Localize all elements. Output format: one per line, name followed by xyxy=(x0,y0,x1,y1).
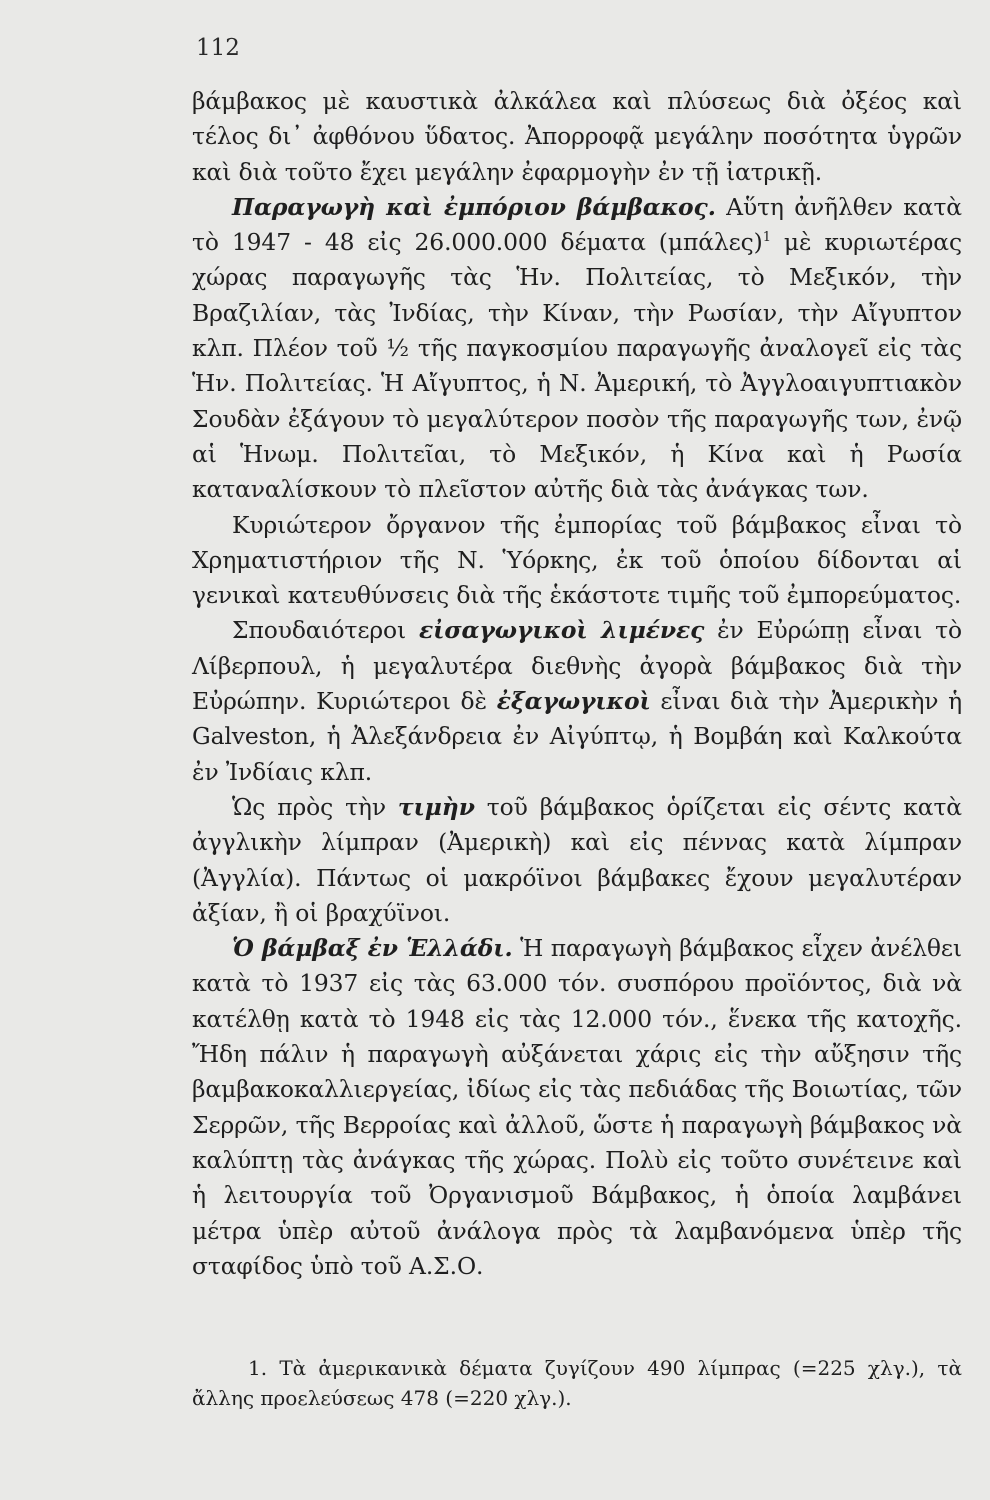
section-heading-greece: Ὁ βάμβαξ ἐν Ἑλλάδι. xyxy=(232,934,513,963)
paragraph-text: μὲ κυριωτέρας χώρας παραγωγῆς τὰς Ἡν. Πολιτείας, τὸ Μεξικόν, τὴν Βραζιλίαν, τὰς Ἰνδίας, τὴν Κίναν, τὴν Ρωσίαν, τὴν Αἴγυπτον κλπ. Πλέον τοῦ ½ τῆς παγκοσμίου παραγωγῆς ἀναλογεῖ εἰς τὰς Ἡν. Πολιτείας. Ἡ Αἴγυπτος, ἡ Ν. Ἀμερική, τὸ Ἀγγλοαιγυπτιακὸν Σουδὰν ἐξάγουν τὸ μεγαλύτερον ποσὸν τῆς παραγωγῆς των, ἐνῷ αἱ Ἡνωμ. Πολιτεῖαι, τὸ Μεξικόν, ἡ Κίνα καὶ ἡ Ρωσία καταναλίσκουν τὸ πλεῖστον αὐτῆς διὰ τὰς ἀνάγκας των. xyxy=(192,228,962,504)
footnote-marker: 1 xyxy=(762,230,771,246)
emphasis-export: ἐξαγωγικοὶ xyxy=(496,687,651,716)
body-text xyxy=(192,84,962,1284)
paragraph-text: ἐν Εὐρώπῃ εἶναι τὸ Λίβερπουλ, ἡ μεγαλυτέρα διεθνὴς ἀγορὰ βάμβακος διὰ τὴν Εὐρώπην. Κυριώτεροι δὲ xyxy=(192,616,962,716)
emphasis-import-ports: εἰσαγωγικοὶ λιμένες xyxy=(418,616,705,645)
paragraph-exchange xyxy=(192,508,962,614)
section-heading-production: Παραγωγὴ καὶ ἐμπόριον βάμβακος. xyxy=(232,192,716,221)
paragraph-text: τοῦ βάμβακος ὁρίζεται εἰς σέντς κατὰ ἀγγλικὴν λίμπραν (Ἀμερικὴ) καὶ εἰς πέννας κατὰ λίμπραν (Ἀγγλία). Πάντως οἱ μακρόϊνοι βάμβακες ἔχουν μεγαλυτέραν ἀξίαν, ἢ οἱ βραχύϊνοι. xyxy=(192,792,962,927)
emphasis-price: τιμὴν xyxy=(397,792,475,821)
footnote: 1. Τὰ ἀμερικανικὰ δέματα ζυγίζουν 490 λίμπρας (=225 χλγ.), τὰ ἄλλης προελεύσεως 478 (=220 χλγ.). xyxy=(192,1356,962,1410)
paragraph-ports xyxy=(192,613,962,789)
paragraph-continuation xyxy=(192,84,962,190)
paragraph-production-trade xyxy=(192,190,962,508)
paragraph-text: Ἡ παραγωγὴ βάμβακος εἶχεν ἀνέλθει κατὰ τὸ 1937 εἰς τὰς 63.000 τόν. συσπόρου προϊόντος, διὰ νὰ κατέλθῃ κατὰ τὸ 1948 εἰς τὰς 12.000 τόν., ἕνεκα τῆς κατοχῆς. Ἤδη πάλιν ἡ παραγωγὴ αὐξάνεται χάρις εἰς τὴν αὔξησιν τῆς βαμβακοκαλλιεργείας, ἰδίως εἰς τὰς πεδιάδας τῆς Βοιωτίας, τῶν Σερρῶν, τῆς Βερροίας καὶ ἀλλοῦ, ὥστε ἡ παραγωγὴ βάμβακος νὰ καλύπτῃ τὰς ἀνάγκας τῆς χώρας. Πολὺ εἰς τοῦτο συνέτεινε καὶ ἡ λειτουργία τοῦ Ὀργανισμοῦ Βάμβακος, ἡ ὁποία λαμβάνει μέτρα ὑπὲρ αὐτοῦ ἀνάλογα πρὸς τὰ λαμβανόμενα ὑπὲρ τῆς σταφίδος ὑπὸ τοῦ Α.Σ.Ο. xyxy=(192,934,963,1280)
paragraph-text: εἶναι διὰ τὴν Ἀμερικὴν ἡ Galveston, ἡ Ἀλεξάνδρεια ἐν Αἰγύπτῳ, ἡ Βομβάη καὶ Καλκούτα ἐν Ἰνδίαις κλπ. xyxy=(192,687,962,786)
paragraph-text: Αὕτη ἀνῆλθεν κατὰ τὸ 1947 - 48 εἰς 26.000.000 δέματα (μπάλες) xyxy=(192,192,962,257)
paragraph-text: Κυριώτερον ὄργανον τῆς ἐμπορίας τοῦ βάμβακος εἶναι τὸ Χρηματιστήριον τῆς Ν. Ὑόρκης, ἐκ τοῦ ὁποίου δίδονται αἱ γενικαὶ κατευθύνσεις διὰ τῆς ἑκάστοτε τιμῆς τοῦ ἐμπορεύματος. xyxy=(192,510,962,610)
paragraph-price xyxy=(192,790,962,931)
paragraph-text: Ὡς πρὸς τὴν xyxy=(232,792,398,821)
paragraph-greece xyxy=(192,931,962,1284)
paragraph-text: Σπουδαιότεροι xyxy=(232,616,419,645)
paragraph-text: βάμβακος μὲ καυστικὰ ἀλκάλεα καὶ πλύσεως διὰ ὀξέος καὶ τέλος δι᾽ ἀφθόνου ὕδατος. Ἀπορροφᾷ μεγάλην ποσότητα ὑγρῶν καὶ διὰ τοῦτο ἔχει μεγάλην ἐφαρμογὴν ἐν τῇ ἰατρικῇ. xyxy=(192,87,962,186)
footnote-area xyxy=(192,1353,962,1413)
page-number: 112 xyxy=(196,35,240,61)
